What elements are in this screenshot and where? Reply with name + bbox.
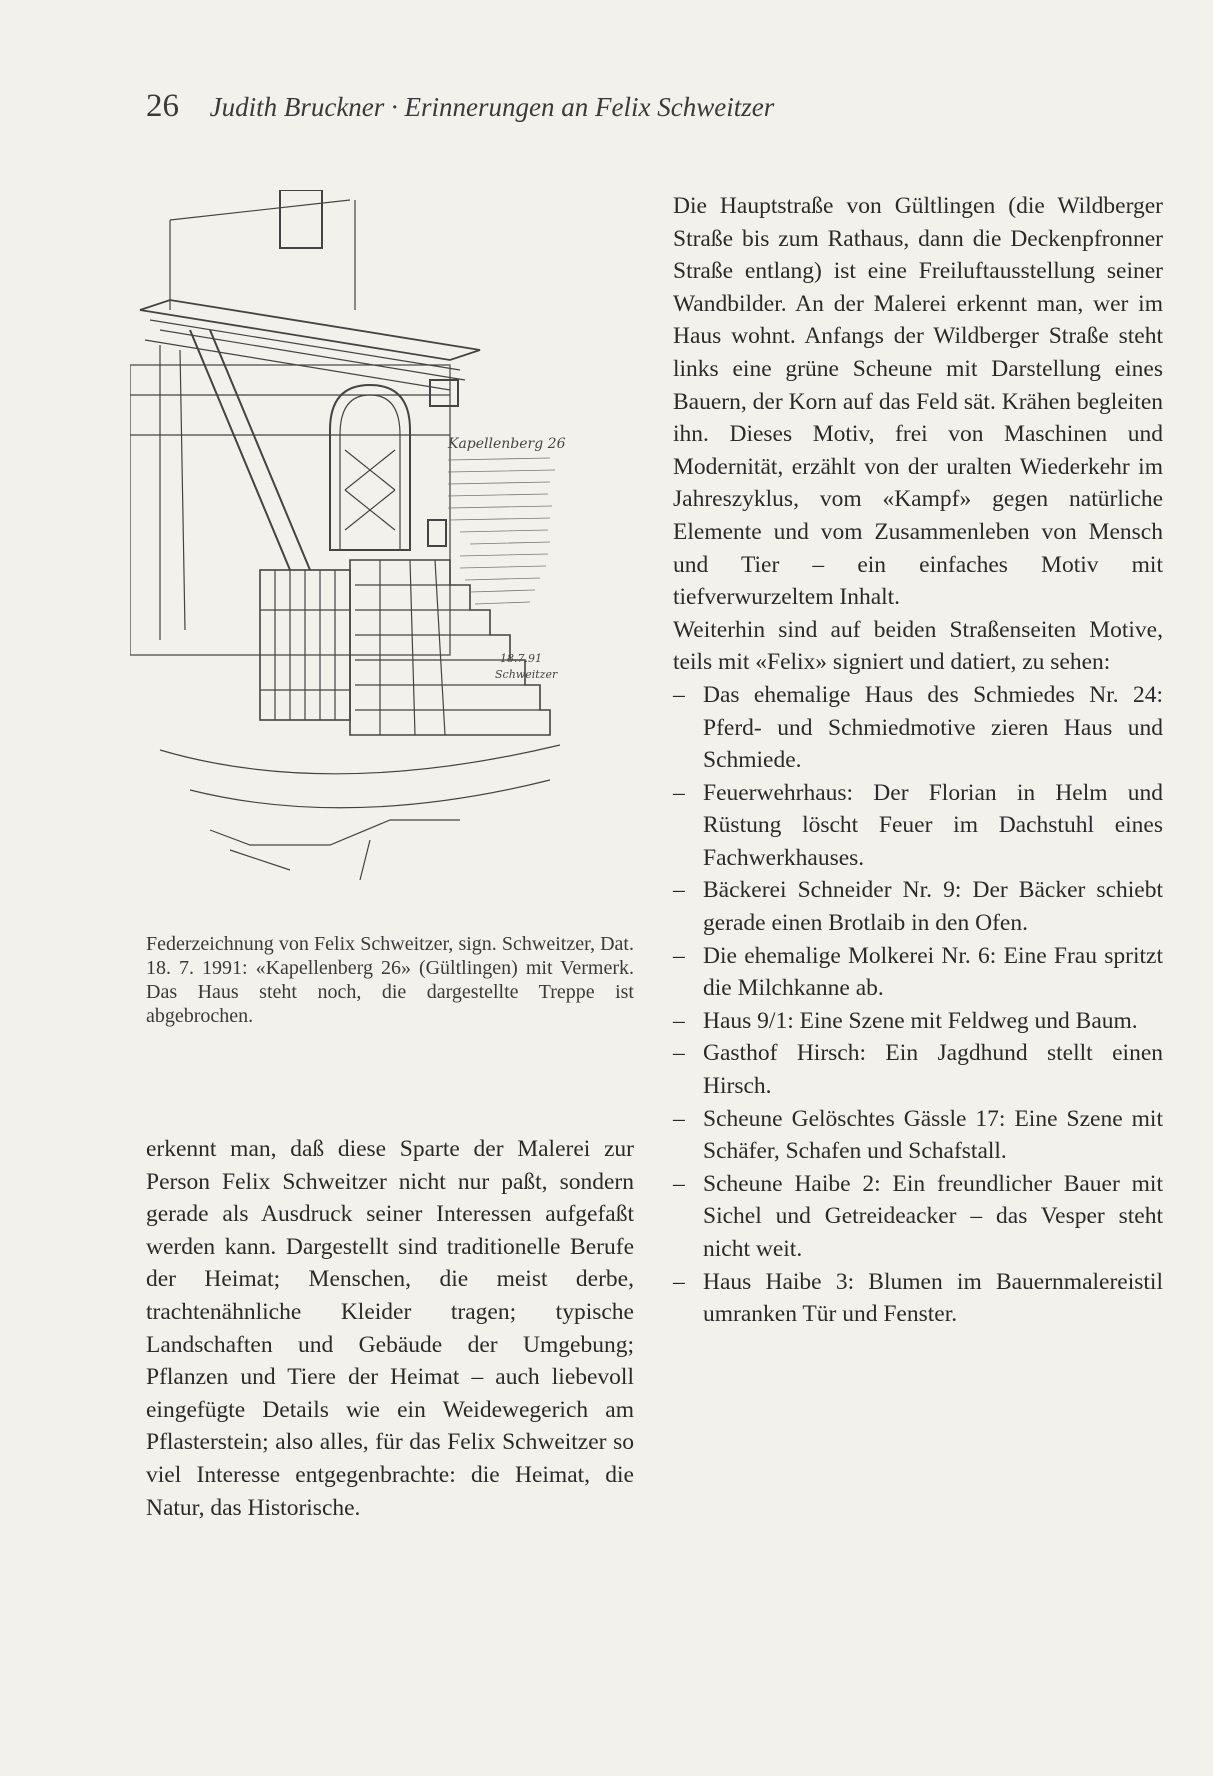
motif-list xyxy=(673,679,1163,1331)
list-item: – Gasthof Hirsch: Ein Jagdhund stellt einen Hirsch. xyxy=(673,1037,1163,1102)
right-paragraph-2: Weiterhin sind auf beiden Straßenseiten Motive, teils mit «Felix» signiert und datiert, zu sehen: xyxy=(673,616,1163,676)
right-paragraph-1: Die Hauptstraße von Gültlingen (die Wildberger Straße bis zum Rathaus, dann die Deckenpfronner Straße entlang) ist eine Freiluftausstellung seiner Wandbilder. An der Malerei erkennt man, wer im Haus wohnt. Anfangs der Wildberger Straße steht links eine grüne Scheune mit Darstellung eines Bauern, der Korn auf das Feld sät. Krähen begleiten ihn. Dieses Motiv, frei von Maschinen und Modernität, erzählt von der uralten Wiederkehr im Jahreszyklus, vom «Kampf» gegen natürliche Elemente und vom Zusammenleben von Mensch und Tier – ein einfaches Motiv mit tiefverwurzeltem Inhalt. xyxy=(673,193,1163,611)
drawing-date: 18.7.91 xyxy=(500,652,542,665)
running-title: Judith Bruckner · Erinnerungen an Felix Schweitzer xyxy=(209,92,775,122)
figure-caption: Federzeichnung von Felix Schweitzer, sign. Schweitzer, Dat. 18. 7. 1991: «Kapellenberg 26» (Gültlingen) mit Vermerk. Das Haus steht noch, die dargestellte Treppe ist abgebrochen. xyxy=(146,933,634,1027)
list-item: – Haus Haibe 3: Blumen im Bauernmalereistil umranken Tür und Fenster. xyxy=(673,1266,1163,1331)
left-column xyxy=(146,1133,634,1524)
list-item: – Die ehemalige Molkerei Nr. 6: Eine Frau spritzt die Milchkanne ab. xyxy=(673,940,1163,1005)
right-column xyxy=(673,190,1163,1331)
list-item: – Scheune Haibe 2: Ein freundlicher Bauer mit Sichel und Getreideacker – das Vesper steht nicht weit. xyxy=(673,1168,1163,1266)
page-number: 26 xyxy=(146,88,179,124)
left-paragraph: erkennt man, daß diese Sparte der Malerei zur Person Felix Schweitzer nicht nur paßt, sondern gerade als Ausdruck seiner Interessen aufgefaßt werden kann. Dargestellt sind traditionelle Berufe der Heimat; Menschen, die meist derbe, trachtenähnliche Kleider tragen; typische Landschaften und Gebäude der Umgebung; Pflanzen und Tiere der Heimat – auch liebevoll eingefügte Details wie ein Weidewegerich am Pflasterstein; also alles, für das Felix Schweitzer so viel Interesse entgegenbrachte: die Heimat, die Natur, das Historische. xyxy=(146,1136,634,1521)
drawing-signature: Schweitzer xyxy=(495,668,558,681)
pen-drawing-figure xyxy=(130,190,650,900)
list-item: – Haus 9/1: Eine Szene mit Feldweg und Baum. xyxy=(673,1005,1163,1038)
list-item: – Scheune Gelöschtes Gässle 17: Eine Szene mit Schäfer, Schafen und Schafstall. xyxy=(673,1103,1163,1168)
running-header xyxy=(146,88,774,125)
list-item: – Das ehemalige Haus des Schmiedes Nr. 24: Pferd- und Schmiedmotive zieren Haus und Schmiede. xyxy=(673,679,1163,777)
drawing-annotation-title: Kapellenberg 26 xyxy=(448,436,566,452)
list-item: – Bäckerei Schneider Nr. 9: Der Bäcker schiebt gerade einen Brotlaib in den Ofen. xyxy=(673,874,1163,939)
list-item: – Feuerwehrhaus: Der Florian in Helm und Rüstung löscht Feuer im Dachstuhl eines Fachwerkhauses. xyxy=(673,777,1163,875)
drawing-illustration xyxy=(130,190,650,900)
